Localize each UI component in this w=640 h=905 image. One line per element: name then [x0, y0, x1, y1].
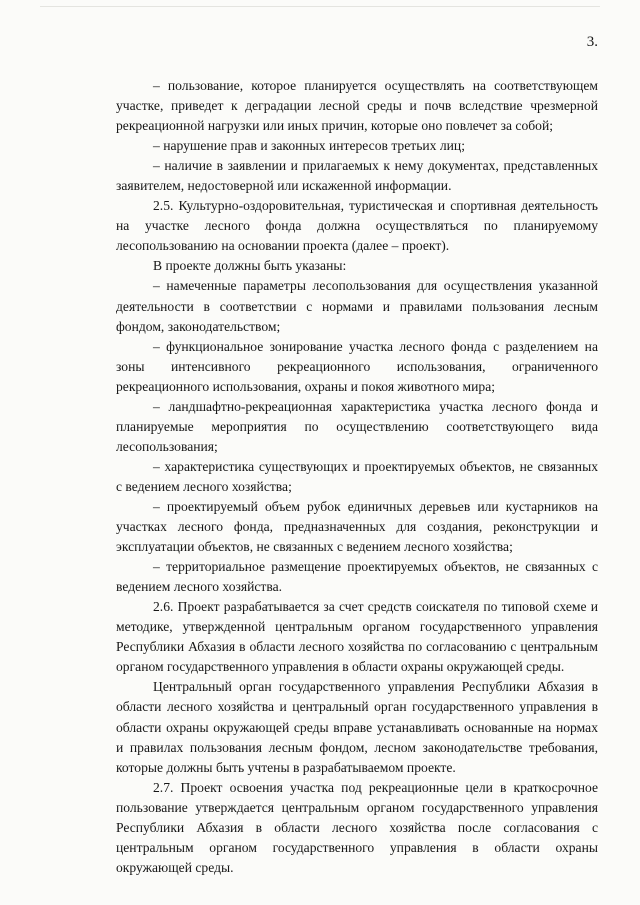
paragraph-central-authority-rights: Центральный орган государственного управления Республики Абхазия в области лесного хозяйства и центральный орган государственного управления в области охраны окружающей среды вправе устанавливать основанные на нормах и правилах пользования лесным фондом, лесном законодательстве требования, которые должны быть учтены в разрабатываемом проекте.: [116, 679, 598, 775]
paragraph-felling-volume: – проектируемый объем рубок единичных деревьев или кустарников на участках лесного фонда, предназначенных для создания, реконструкции и эксплуатации объектов, не связанных с ведением лесного хозяйства;: [116, 498, 598, 555]
paragraph-project-contents-intro: В проекте должны быть указаны:: [153, 258, 347, 274]
scan-edge-line: [40, 6, 600, 7]
page-number: 3.: [586, 34, 598, 50]
paragraph-objects-characteristics: – характеристика существующих и проектируемых объектов, не связанных с ведением лесного хозяйства;: [116, 458, 598, 494]
paragraph-section-2-6: 2.6. Проект разрабатывается за счет средств соискателя по типовой схеме и методике, утвержденной центральным органом государственного управления Республики Абхазия в области лесного хозяйства по согласованию с центральным органом государственного управления в области охраны окружающей среды.: [116, 599, 598, 675]
paragraph-degradation-clause: – пользование, которое планируется осуществлять на соответствующем участке, приведет к деградации лесной среды и почв вследствие чрезмерной рекреационной нагрузки или иных причин, которые оно повлечет за собой;: [116, 78, 598, 134]
paragraph-landscape-characteristics: – ландшафтно-рекреационная характеристика участка лесного фонда и планируемые мероприятия по осуществлению соответствующего вида лесопользования;: [116, 398, 598, 454]
paragraph-third-party-rights: – нарушение прав и законных интересов третьих лиц;: [153, 138, 465, 154]
paragraph-section-2-7: 2.7. Проект освоения участка под рекреационные цели в краткосрочное пользование утверждается центральным органом государственного управления Республики Абхазия в области лесного хозяйства после согласования с центральным органом государственного управления в области охраны окружающей среды.: [116, 779, 598, 875]
paragraph-section-2-5: 2.5. Культурно-оздоровительная, туристическая и спортивная деятельность на участке лесного фонда должна осуществляться по планируемому лесопользованию на основании проекта (далее – проект).: [116, 198, 598, 254]
paragraph-false-information: – наличие в заявлении и прилагаемых к нему документах, представленных заявителем, недостоверной или искаженной информации.: [116, 158, 598, 194]
paragraph-territorial-placement: – территориальное размещение проектируемых объектов, не связанных с ведением лесного хозяйства.: [116, 559, 598, 595]
paragraph-usage-parameters: – намеченные параметры лесопользования для осуществления указанной деятельности в соответствии с нормами и правилами пользования лесным фондом, законодательством;: [116, 278, 598, 334]
document-body: [116, 76, 598, 878]
paragraph-functional-zoning: – функциональное зонирование участка лесного фонда с разделением на зоны интенсивного рекреационного использования, ограниченного рекреационного использования, охраны и покоя животного мира;: [116, 338, 598, 394]
